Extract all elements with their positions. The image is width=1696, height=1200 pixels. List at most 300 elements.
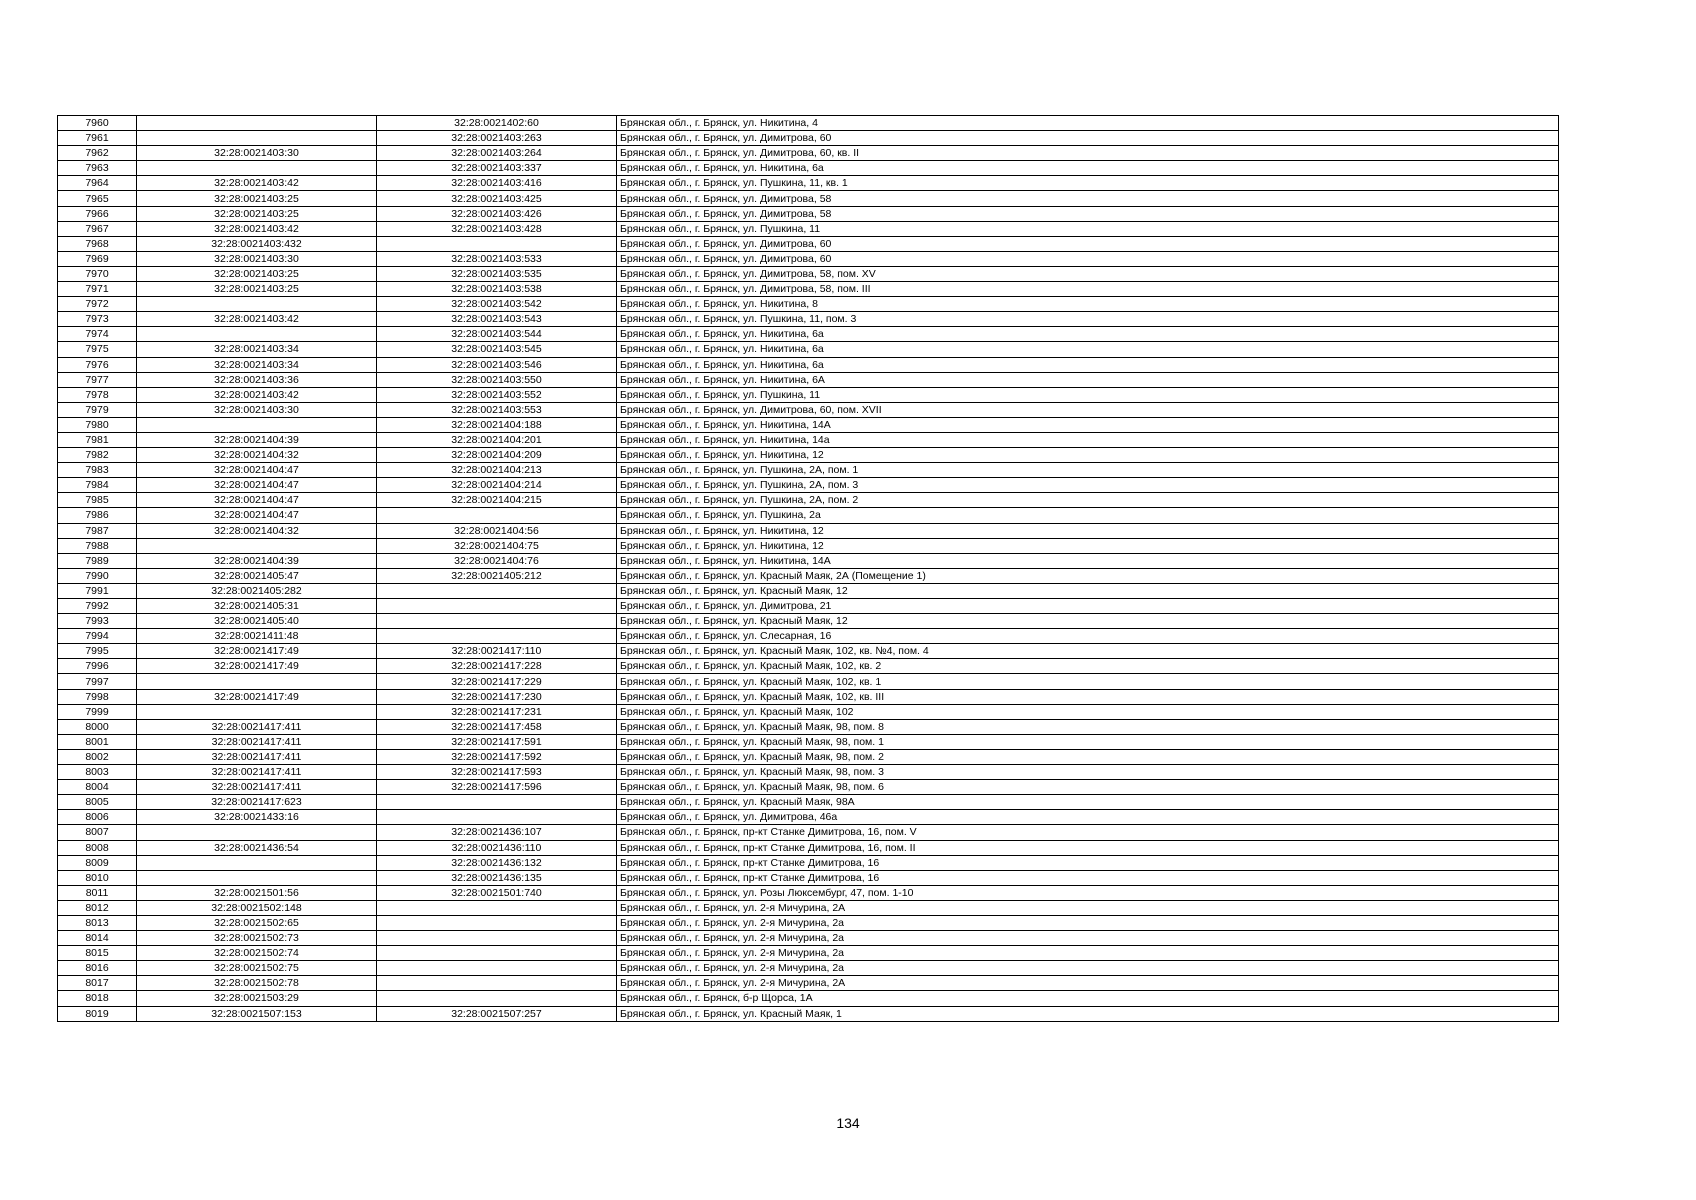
- address-cell: Брянская обл., г. Брянск, ул. Никитина, 6а: [617, 161, 1559, 176]
- table-row: [58, 976, 1559, 991]
- land-cadastral-number-cell: 32:28:0021403:25: [137, 191, 377, 206]
- table-row: [58, 810, 1559, 825]
- land-cadastral-number-cell: 32:28:0021502:73: [137, 931, 377, 946]
- land-cadastral-number-cell: 32:28:0021411:48: [137, 629, 377, 644]
- row-number-cell: 8012: [58, 900, 137, 915]
- land-cadastral-number-cell: 32:28:0021405:40: [137, 614, 377, 629]
- object-cadastral-number-cell: 32:28:0021403:546: [377, 357, 617, 372]
- table-row: [58, 689, 1559, 704]
- row-number-cell: 8014: [58, 931, 137, 946]
- row-number-cell: 7985: [58, 493, 137, 508]
- address-cell: Брянская обл., г. Брянск, ул. Димитрова, 60: [617, 251, 1559, 266]
- address-cell: Брянская обл., г. Брянск, ул. Красный Маяк, 2А (Помещение 1): [617, 568, 1559, 583]
- row-number-cell: 8006: [58, 810, 137, 825]
- row-number-cell: 7998: [58, 689, 137, 704]
- row-number-cell: 7976: [58, 357, 137, 372]
- object-cadastral-number-cell: 32:28:0021404:75: [377, 538, 617, 553]
- land-cadastral-number-cell: [137, 297, 377, 312]
- address-cell: Брянская обл., г. Брянск, ул. Красный Маяк, 102, кв. 1: [617, 674, 1559, 689]
- land-cadastral-number-cell: 32:28:0021403:30: [137, 402, 377, 417]
- table-row: [58, 448, 1559, 463]
- object-cadastral-number-cell: 32:28:0021403:544: [377, 327, 617, 342]
- object-cadastral-number-cell: [377, 931, 617, 946]
- table-row: [58, 282, 1559, 297]
- object-cadastral-number-cell: [377, 810, 617, 825]
- land-cadastral-number-cell: 32:28:0021403:34: [137, 342, 377, 357]
- object-cadastral-number-cell: 32:28:0021417:231: [377, 704, 617, 719]
- row-number-cell: 7979: [58, 402, 137, 417]
- land-cadastral-number-cell: 32:28:0021502:148: [137, 900, 377, 915]
- address-cell: Брянская обл., г. Брянск, пр-кт Станке Димитрова, 16, пом. V: [617, 825, 1559, 840]
- address-cell: Брянская обл., г. Брянск, ул. Розы Люксембург, 47, пом. 1-10: [617, 885, 1559, 900]
- land-cadastral-number-cell: [137, 825, 377, 840]
- row-number-cell: 7963: [58, 161, 137, 176]
- row-number-cell: 7978: [58, 387, 137, 402]
- row-number-cell: 7973: [58, 312, 137, 327]
- table-row: [58, 342, 1559, 357]
- land-cadastral-number-cell: 32:28:0021404:39: [137, 432, 377, 447]
- row-number-cell: 8009: [58, 855, 137, 870]
- row-number-cell: 7995: [58, 644, 137, 659]
- object-cadastral-number-cell: 32:28:0021404:209: [377, 448, 617, 463]
- row-number-cell: 7970: [58, 266, 137, 281]
- land-cadastral-number-cell: 32:28:0021417:49: [137, 689, 377, 704]
- table-row: [58, 161, 1559, 176]
- row-number-cell: 8002: [58, 749, 137, 764]
- row-number-cell: 7961: [58, 131, 137, 146]
- land-cadastral-number-cell: 32:28:0021403:25: [137, 266, 377, 281]
- table-row: [58, 432, 1559, 447]
- object-cadastral-number-cell: 32:28:0021436:110: [377, 840, 617, 855]
- table-row: [58, 417, 1559, 432]
- address-cell: Брянская обл., г. Брянск, ул. Красный Маяк, 12: [617, 614, 1559, 629]
- row-number-cell: 8017: [58, 976, 137, 991]
- object-cadastral-number-cell: 32:28:0021403:416: [377, 176, 617, 191]
- row-number-cell: 7969: [58, 251, 137, 266]
- table-row: [58, 795, 1559, 810]
- land-cadastral-number-cell: 32:28:0021403:36: [137, 372, 377, 387]
- address-cell: Брянская обл., г. Брянск, ул. Пушкина, 2а: [617, 508, 1559, 523]
- address-cell: Брянская обл., г. Брянск, пр-кт Станке Димитрова, 16: [617, 870, 1559, 885]
- row-number-cell: 7980: [58, 417, 137, 432]
- table-row: [58, 765, 1559, 780]
- row-number-cell: 8000: [58, 719, 137, 734]
- object-cadastral-number-cell: 32:28:0021404:213: [377, 463, 617, 478]
- table-row: [58, 251, 1559, 266]
- address-cell: Брянская обл., г. Брянск, ул. 2-я Мичурина, 2а: [617, 915, 1559, 930]
- object-cadastral-number-cell: 32:28:0021403:428: [377, 221, 617, 236]
- land-cadastral-number-cell: [137, 161, 377, 176]
- land-cadastral-number-cell: 32:28:0021436:54: [137, 840, 377, 855]
- object-cadastral-number-cell: 32:28:0021403:550: [377, 372, 617, 387]
- object-cadastral-number-cell: 32:28:0021403:543: [377, 312, 617, 327]
- table-row: [58, 885, 1559, 900]
- address-cell: Брянская обл., г. Брянск, б-р Щорса, 1А: [617, 991, 1559, 1006]
- row-number-cell: 8011: [58, 885, 137, 900]
- row-number-cell: 8008: [58, 840, 137, 855]
- row-number-cell: 7991: [58, 583, 137, 598]
- address-cell: Брянская обл., г. Брянск, ул. Красный Маяк, 98, пом. 6: [617, 780, 1559, 795]
- table-row: [58, 206, 1559, 221]
- table-row: [58, 674, 1559, 689]
- object-cadastral-number-cell: [377, 946, 617, 961]
- object-cadastral-number-cell: 32:28:0021403:552: [377, 387, 617, 402]
- object-cadastral-number-cell: [377, 508, 617, 523]
- row-number-cell: 7999: [58, 704, 137, 719]
- row-number-cell: 7962: [58, 146, 137, 161]
- row-number-cell: 8003: [58, 765, 137, 780]
- land-cadastral-number-cell: 32:28:0021404:39: [137, 553, 377, 568]
- table-row: [58, 493, 1559, 508]
- land-cadastral-number-cell: 32:28:0021403:34: [137, 357, 377, 372]
- address-cell: Брянская обл., г. Брянск, ул. Димитрова, 60, пом. XVII: [617, 402, 1559, 417]
- table-row: [58, 191, 1559, 206]
- address-cell: Брянская обл., г. Брянск, ул. Красный Маяк, 98, пом. 2: [617, 749, 1559, 764]
- table-row: [58, 599, 1559, 614]
- land-cadastral-number-cell: 32:28:0021404:47: [137, 508, 377, 523]
- row-number-cell: 7993: [58, 614, 137, 629]
- land-cadastral-number-cell: 32:28:0021417:411: [137, 780, 377, 795]
- table-row: [58, 583, 1559, 598]
- row-number-cell: 7983: [58, 463, 137, 478]
- land-cadastral-number-cell: [137, 870, 377, 885]
- address-cell: Брянская обл., г. Брянск, ул. Димитрова, 60: [617, 236, 1559, 251]
- object-cadastral-number-cell: 32:28:0021403:264: [377, 146, 617, 161]
- table-row: [58, 734, 1559, 749]
- land-cadastral-number-cell: 32:28:0021405:31: [137, 599, 377, 614]
- land-cadastral-number-cell: 32:28:0021417:623: [137, 795, 377, 810]
- land-cadastral-number-cell: 32:28:0021507:153: [137, 1006, 377, 1021]
- land-cadastral-number-cell: 32:28:0021403:30: [137, 146, 377, 161]
- row-number-cell: 7986: [58, 508, 137, 523]
- object-cadastral-number-cell: 32:28:0021417:228: [377, 659, 617, 674]
- address-cell: Брянская обл., г. Брянск, пр-кт Станке Димитрова, 16, пом. II: [617, 840, 1559, 855]
- row-number-cell: 7984: [58, 478, 137, 493]
- table-row: [58, 402, 1559, 417]
- address-cell: Брянская обл., г. Брянск, ул. Димитрова, 58, пом. III: [617, 282, 1559, 297]
- land-cadastral-number-cell: 32:28:0021417:411: [137, 765, 377, 780]
- address-cell: Брянская обл., г. Брянск, ул. Никитина, 14А: [617, 553, 1559, 568]
- object-cadastral-number-cell: 32:28:0021417:593: [377, 765, 617, 780]
- row-number-cell: 7994: [58, 629, 137, 644]
- address-cell: Брянская обл., г. Брянск, ул. Красный Маяк, 102, кв. №4, пом. 4: [617, 644, 1559, 659]
- address-cell: Брянская обл., г. Брянск, ул. Никитина, 4: [617, 116, 1559, 131]
- address-cell: Брянская обл., г. Брянск, ул. Никитина, 14а: [617, 432, 1559, 447]
- registry-table: [57, 115, 1559, 1022]
- land-cadastral-number-cell: 32:28:0021403:25: [137, 206, 377, 221]
- table-row: [58, 372, 1559, 387]
- object-cadastral-number-cell: 32:28:0021403:545: [377, 342, 617, 357]
- land-cadastral-number-cell: 32:28:0021502:78: [137, 976, 377, 991]
- address-cell: Брянская обл., г. Брянск, ул. Красный Маяк, 102, кв. III: [617, 689, 1559, 704]
- row-number-cell: 7975: [58, 342, 137, 357]
- address-cell: Брянская обл., г. Брянск, ул. Пушкина, 11, пом. 3: [617, 312, 1559, 327]
- object-cadastral-number-cell: 32:28:0021417:230: [377, 689, 617, 704]
- table-row: [58, 961, 1559, 976]
- object-cadastral-number-cell: 32:28:0021417:229: [377, 674, 617, 689]
- land-cadastral-number-cell: 32:28:0021403:42: [137, 221, 377, 236]
- table-row: [58, 629, 1559, 644]
- land-cadastral-number-cell: 32:28:0021403:30: [137, 251, 377, 266]
- object-cadastral-number-cell: [377, 583, 617, 598]
- row-number-cell: 7971: [58, 282, 137, 297]
- table-row: [58, 749, 1559, 764]
- row-number-cell: 8005: [58, 795, 137, 810]
- row-number-cell: 8004: [58, 780, 137, 795]
- row-number-cell: 7968: [58, 236, 137, 251]
- address-cell: Брянская обл., г. Брянск, ул. Красный Маяк, 102, кв. 2: [617, 659, 1559, 674]
- object-cadastral-number-cell: 32:28:0021417:110: [377, 644, 617, 659]
- object-cadastral-number-cell: 32:28:0021507:257: [377, 1006, 617, 1021]
- land-cadastral-number-cell: 32:28:0021417:49: [137, 659, 377, 674]
- table-row: [58, 236, 1559, 251]
- object-cadastral-number-cell: [377, 614, 617, 629]
- land-cadastral-number-cell: 32:28:0021433:16: [137, 810, 377, 825]
- registry-table-body: [58, 116, 1559, 1022]
- object-cadastral-number-cell: [377, 976, 617, 991]
- land-cadastral-number-cell: [137, 704, 377, 719]
- object-cadastral-number-cell: 32:28:0021403:425: [377, 191, 617, 206]
- land-cadastral-number-cell: 32:28:0021403:25: [137, 282, 377, 297]
- row-number-cell: 7989: [58, 553, 137, 568]
- address-cell: Брянская обл., г. Брянск, ул. Пушкина, 2А, пом. 3: [617, 478, 1559, 493]
- land-cadastral-number-cell: 32:28:0021404:32: [137, 523, 377, 538]
- table-row: [58, 523, 1559, 538]
- table-row: [58, 357, 1559, 372]
- table-row: [58, 1006, 1559, 1021]
- table-row: [58, 659, 1559, 674]
- address-cell: Брянская обл., г. Брянск, ул. 2-я Мичурина, 2А: [617, 976, 1559, 991]
- address-cell: Брянская обл., г. Брянск, ул. Димитрова, 46а: [617, 810, 1559, 825]
- object-cadastral-number-cell: 32:28:0021402:60: [377, 116, 617, 131]
- table-row: [58, 780, 1559, 795]
- row-number-cell: 7960: [58, 116, 137, 131]
- address-cell: Брянская обл., г. Брянск, ул. 2-я Мичурина, 2а: [617, 931, 1559, 946]
- land-cadastral-number-cell: 32:28:0021404:47: [137, 478, 377, 493]
- address-cell: Брянская обл., г. Брянск, ул. Димитрова, 58: [617, 206, 1559, 221]
- table-row: [58, 266, 1559, 281]
- object-cadastral-number-cell: 32:28:0021403:426: [377, 206, 617, 221]
- address-cell: Брянская обл., г. Брянск, ул. Красный Маяк, 102: [617, 704, 1559, 719]
- land-cadastral-number-cell: 32:28:0021404:47: [137, 493, 377, 508]
- land-cadastral-number-cell: [137, 327, 377, 342]
- table-row: [58, 327, 1559, 342]
- row-number-cell: 7967: [58, 221, 137, 236]
- object-cadastral-number-cell: 32:28:0021436:135: [377, 870, 617, 885]
- object-cadastral-number-cell: 32:28:0021404:215: [377, 493, 617, 508]
- object-cadastral-number-cell: 32:28:0021417:591: [377, 734, 617, 749]
- object-cadastral-number-cell: 32:28:0021404:214: [377, 478, 617, 493]
- land-cadastral-number-cell: [137, 131, 377, 146]
- object-cadastral-number-cell: [377, 991, 617, 1006]
- land-cadastral-number-cell: 32:28:0021417:49: [137, 644, 377, 659]
- land-cadastral-number-cell: 32:28:0021403:42: [137, 176, 377, 191]
- address-cell: Брянская обл., г. Брянск, ул. Красный Маяк, 1: [617, 1006, 1559, 1021]
- row-number-cell: 7981: [58, 432, 137, 447]
- address-cell: Брянская обл., г. Брянск, ул. Красный Маяк, 98, пом. 3: [617, 765, 1559, 780]
- table-row: [58, 825, 1559, 840]
- object-cadastral-number-cell: 32:28:0021403:533: [377, 251, 617, 266]
- address-cell: Брянская обл., г. Брянск, ул. Димитрова, 58, пом. XV: [617, 266, 1559, 281]
- object-cadastral-number-cell: 32:28:0021501:740: [377, 885, 617, 900]
- row-number-cell: 7990: [58, 568, 137, 583]
- table-row: [58, 870, 1559, 885]
- address-cell: Брянская обл., г. Брянск, ул. Пушкина, 2А, пом. 2: [617, 493, 1559, 508]
- object-cadastral-number-cell: 32:28:0021403:538: [377, 282, 617, 297]
- row-number-cell: 8013: [58, 915, 137, 930]
- object-cadastral-number-cell: 32:28:0021403:535: [377, 266, 617, 281]
- table-row: [58, 614, 1559, 629]
- land-cadastral-number-cell: 32:28:0021405:47: [137, 568, 377, 583]
- object-cadastral-number-cell: 32:28:0021417:592: [377, 749, 617, 764]
- address-cell: Брянская обл., г. Брянск, ул. Пушкина, 2А, пом. 1: [617, 463, 1559, 478]
- address-cell: Брянская обл., г. Брянск, ул. Никитина, 14А: [617, 417, 1559, 432]
- object-cadastral-number-cell: 32:28:0021404:56: [377, 523, 617, 538]
- table-row: [58, 568, 1559, 583]
- row-number-cell: 7966: [58, 206, 137, 221]
- table-row: [58, 116, 1559, 131]
- row-number-cell: 7977: [58, 372, 137, 387]
- page-number: 134: [836, 1115, 860, 1131]
- row-number-cell: 8001: [58, 734, 137, 749]
- object-cadastral-number-cell: 32:28:0021404:76: [377, 553, 617, 568]
- row-number-cell: 7992: [58, 599, 137, 614]
- address-cell: Брянская обл., г. Брянск, ул. 2-я Мичурина, 2а: [617, 946, 1559, 961]
- address-cell: Брянская обл., г. Брянск, ул. Пушкина, 11: [617, 221, 1559, 236]
- row-number-cell: 8015: [58, 946, 137, 961]
- land-cadastral-number-cell: 32:28:0021403:42: [137, 387, 377, 402]
- table-row: [58, 387, 1559, 402]
- table-row: [58, 508, 1559, 523]
- object-cadastral-number-cell: 32:28:0021403:553: [377, 402, 617, 417]
- table-row: [58, 840, 1559, 855]
- table-row: [58, 538, 1559, 553]
- object-cadastral-number-cell: 32:28:0021403:263: [377, 131, 617, 146]
- address-cell: Брянская обл., г. Брянск, ул. Димитрова, 21: [617, 599, 1559, 614]
- object-cadastral-number-cell: 32:28:0021403:542: [377, 297, 617, 312]
- address-cell: Брянская обл., г. Брянск, ул. 2-я Мичурина, 2а: [617, 961, 1559, 976]
- object-cadastral-number-cell: 32:28:0021436:132: [377, 855, 617, 870]
- address-cell: Брянская обл., г. Брянск, ул. Никитина, 8: [617, 297, 1559, 312]
- table-row: [58, 553, 1559, 568]
- table-row: [58, 946, 1559, 961]
- address-cell: Брянская обл., г. Брянск, ул. Пушкина, 11, кв. 1: [617, 176, 1559, 191]
- row-number-cell: 8018: [58, 991, 137, 1006]
- land-cadastral-number-cell: 32:28:0021502:75: [137, 961, 377, 976]
- row-number-cell: 7987: [58, 523, 137, 538]
- row-number-cell: 7997: [58, 674, 137, 689]
- address-cell: Брянская обл., г. Брянск, пр-кт Станке Димитрова, 16: [617, 855, 1559, 870]
- address-cell: Брянская обл., г. Брянск, ул. Димитрова, 58: [617, 191, 1559, 206]
- land-cadastral-number-cell: 32:28:0021404:32: [137, 448, 377, 463]
- address-cell: Брянская обл., г. Брянск, ул. Красный Маяк, 98, пом. 1: [617, 734, 1559, 749]
- address-cell: Брянская обл., г. Брянск, ул. Никитина, 6А: [617, 372, 1559, 387]
- object-cadastral-number-cell: 32:28:0021405:212: [377, 568, 617, 583]
- address-cell: Брянская обл., г. Брянск, ул. Никитина, 6а: [617, 357, 1559, 372]
- row-number-cell: 8010: [58, 870, 137, 885]
- address-cell: Брянская обл., г. Брянск, ул. Димитрова, 60: [617, 131, 1559, 146]
- address-cell: Брянская обл., г. Брянск, ул. Никитина, 6а: [617, 342, 1559, 357]
- table-row: [58, 297, 1559, 312]
- land-cadastral-number-cell: 32:28:0021417:411: [137, 749, 377, 764]
- land-cadastral-number-cell: 32:28:0021403:432: [137, 236, 377, 251]
- object-cadastral-number-cell: 32:28:0021404:201: [377, 432, 617, 447]
- row-number-cell: 8016: [58, 961, 137, 976]
- row-number-cell: 7988: [58, 538, 137, 553]
- object-cadastral-number-cell: 32:28:0021404:188: [377, 417, 617, 432]
- row-number-cell: 7982: [58, 448, 137, 463]
- table-row: [58, 915, 1559, 930]
- object-cadastral-number-cell: [377, 236, 617, 251]
- land-cadastral-number-cell: 32:28:0021417:411: [137, 719, 377, 734]
- object-cadastral-number-cell: [377, 915, 617, 930]
- table-row: [58, 146, 1559, 161]
- row-number-cell: 8019: [58, 1006, 137, 1021]
- land-cadastral-number-cell: 32:28:0021502:74: [137, 946, 377, 961]
- object-cadastral-number-cell: [377, 795, 617, 810]
- address-cell: Брянская обл., г. Брянск, ул. Никитина, 12: [617, 538, 1559, 553]
- object-cadastral-number-cell: 32:28:0021417:458: [377, 719, 617, 734]
- object-cadastral-number-cell: 32:28:0021417:596: [377, 780, 617, 795]
- land-cadastral-number-cell: 32:28:0021404:47: [137, 463, 377, 478]
- table-row: [58, 131, 1559, 146]
- land-cadastral-number-cell: 32:28:0021502:65: [137, 915, 377, 930]
- object-cadastral-number-cell: [377, 629, 617, 644]
- address-cell: Брянская обл., г. Брянск, ул. Никитина, 12: [617, 448, 1559, 463]
- land-cadastral-number-cell: [137, 674, 377, 689]
- address-cell: Брянская обл., г. Брянск, ул. Красный Маяк, 98, пом. 8: [617, 719, 1559, 734]
- land-cadastral-number-cell: [137, 855, 377, 870]
- land-cadastral-number-cell: 32:28:0021405:282: [137, 583, 377, 598]
- table-row: [58, 644, 1559, 659]
- table-row: [58, 221, 1559, 236]
- land-cadastral-number-cell: 32:28:0021501:56: [137, 885, 377, 900]
- address-cell: Брянская обл., г. Брянск, ул. Красный Маяк, 12: [617, 583, 1559, 598]
- address-cell: Брянская обл., г. Брянск, ул. Никитина, 12: [617, 523, 1559, 538]
- table-row: [58, 312, 1559, 327]
- object-cadastral-number-cell: [377, 900, 617, 915]
- object-cadastral-number-cell: [377, 961, 617, 976]
- land-cadastral-number-cell: 32:28:0021403:42: [137, 312, 377, 327]
- row-number-cell: 7972: [58, 297, 137, 312]
- table-row: [58, 931, 1559, 946]
- address-cell: Брянская обл., г. Брянск, ул. Никитина, 6а: [617, 327, 1559, 342]
- table-row: [58, 991, 1559, 1006]
- table-row: [58, 478, 1559, 493]
- table-row: [58, 855, 1559, 870]
- table-row: [58, 704, 1559, 719]
- land-cadastral-number-cell: 32:28:0021503:29: [137, 991, 377, 1006]
- address-cell: Брянская обл., г. Брянск, ул. 2-я Мичурина, 2А: [617, 900, 1559, 915]
- row-number-cell: 7965: [58, 191, 137, 206]
- row-number-cell: 7974: [58, 327, 137, 342]
- row-number-cell: 8007: [58, 825, 137, 840]
- address-cell: Брянская обл., г. Брянск, ул. Пушкина, 11: [617, 387, 1559, 402]
- table-row: [58, 463, 1559, 478]
- table-row: [58, 900, 1559, 915]
- address-cell: Брянская обл., г. Брянск, ул. Димитрова, 60, кв. II: [617, 146, 1559, 161]
- land-cadastral-number-cell: [137, 417, 377, 432]
- land-cadastral-number-cell: 32:28:0021417:411: [137, 734, 377, 749]
- address-cell: Брянская обл., г. Брянск, ул. Слесарная, 16: [617, 629, 1559, 644]
- land-cadastral-number-cell: [137, 538, 377, 553]
- row-number-cell: 7996: [58, 659, 137, 674]
- row-number-cell: 7964: [58, 176, 137, 191]
- table-row: [58, 176, 1559, 191]
- land-cadastral-number-cell: [137, 116, 377, 131]
- object-cadastral-number-cell: 32:28:0021403:337: [377, 161, 617, 176]
- address-cell: Брянская обл., г. Брянск, ул. Красный Маяк, 98А: [617, 795, 1559, 810]
